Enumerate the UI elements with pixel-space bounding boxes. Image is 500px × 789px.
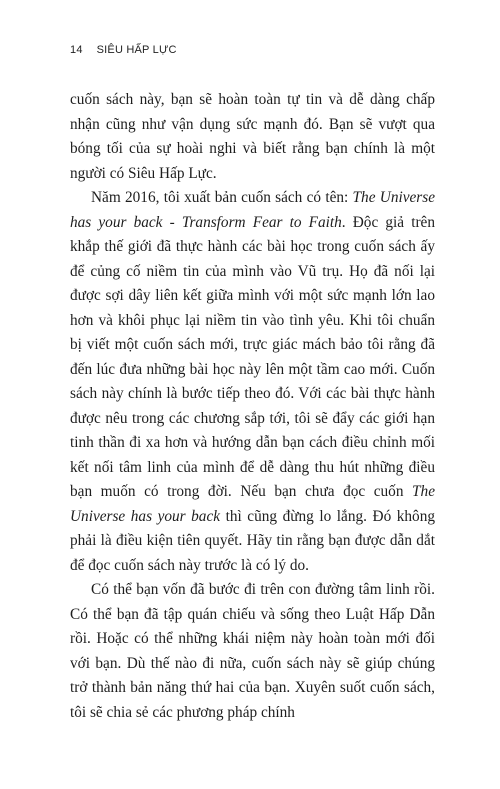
book-title-italic: The Universe has your back [70, 483, 435, 525]
book-title: SIÊU HẤP LỰC [96, 44, 177, 56]
book-title-italic: The Universe has your back - Transform Fear to Faith [70, 189, 435, 231]
paragraph-text-part: . Độc giả trên khắp thế giới đã thực hành các bài học trong cuốn sách ấy để củng cố niềm tin của mình vào Vũ trụ. Họ đã nối lại được sợi dây liên kết giữa mình với một sức mạnh lớn lao hơn và khôi phục lại niềm tin vào tình yêu. Khi tôi chuẩn bị viết một cuốn sách mới, trực giác mách bảo tôi rằng đã đến lúc đưa những bài học này lên một tầm cao mới. Cuốn sách này chính là bước tiếp theo đó. Với các bài thực hành được nêu trong các chương sắp tới, tôi sẽ đẩy các giới hạn tinh thần đi xa hơn và hướng dẫn bạn cách điều chỉnh mối kết nối tâm linh của mình để dễ dàng thu hút những điều bạn muốn có trong đời. Nếu bạn chưa đọc cuốn [70, 213, 435, 500]
paragraph-spiritual-path: Có thể bạn vốn đã bước đi trên con đường tâm linh rồi. Có thể bạn đã tập quán chiếu và sống theo Luật Hấp Dẫn rồi. Hoặc có thể những khái niệm này hoàn toàn mới đối với bạn. Dù thế nào đi nữa, cuốn sách này sẽ giúp chúng trở thành bản năng thứ hai của bạn. Xuyên suốt cuốn sách, tôi sẽ chia sẻ các phương pháp chính [70, 581, 435, 721]
body-text [70, 88, 435, 725]
paragraph-continued: cuốn sách này, bạn sẽ hoàn toàn tự tin và dễ dàng chấp nhận cũng như vận dụng sức mạnh đó. Bạn sẽ vượt qua bóng tối của sự hoài nghi và biết rằng bạn chính là một người có Siêu Hấp Lực. [70, 91, 435, 182]
page-number: 14 [70, 44, 83, 56]
running-header [70, 44, 177, 56]
paragraph-text-part: thì cũng đừng lo lắng. Đó không phải là điều kiện tiên quyết. Hãy tin rằng bạn được dẫn dắt để đọc cuốn sách này trước là có lý do. [70, 507, 436, 574]
paragraph-2016-book [70, 186, 435, 578]
paragraph-text-part: Năm 2016, tôi xuất bản cuốn sách có tên: [91, 189, 353, 206]
